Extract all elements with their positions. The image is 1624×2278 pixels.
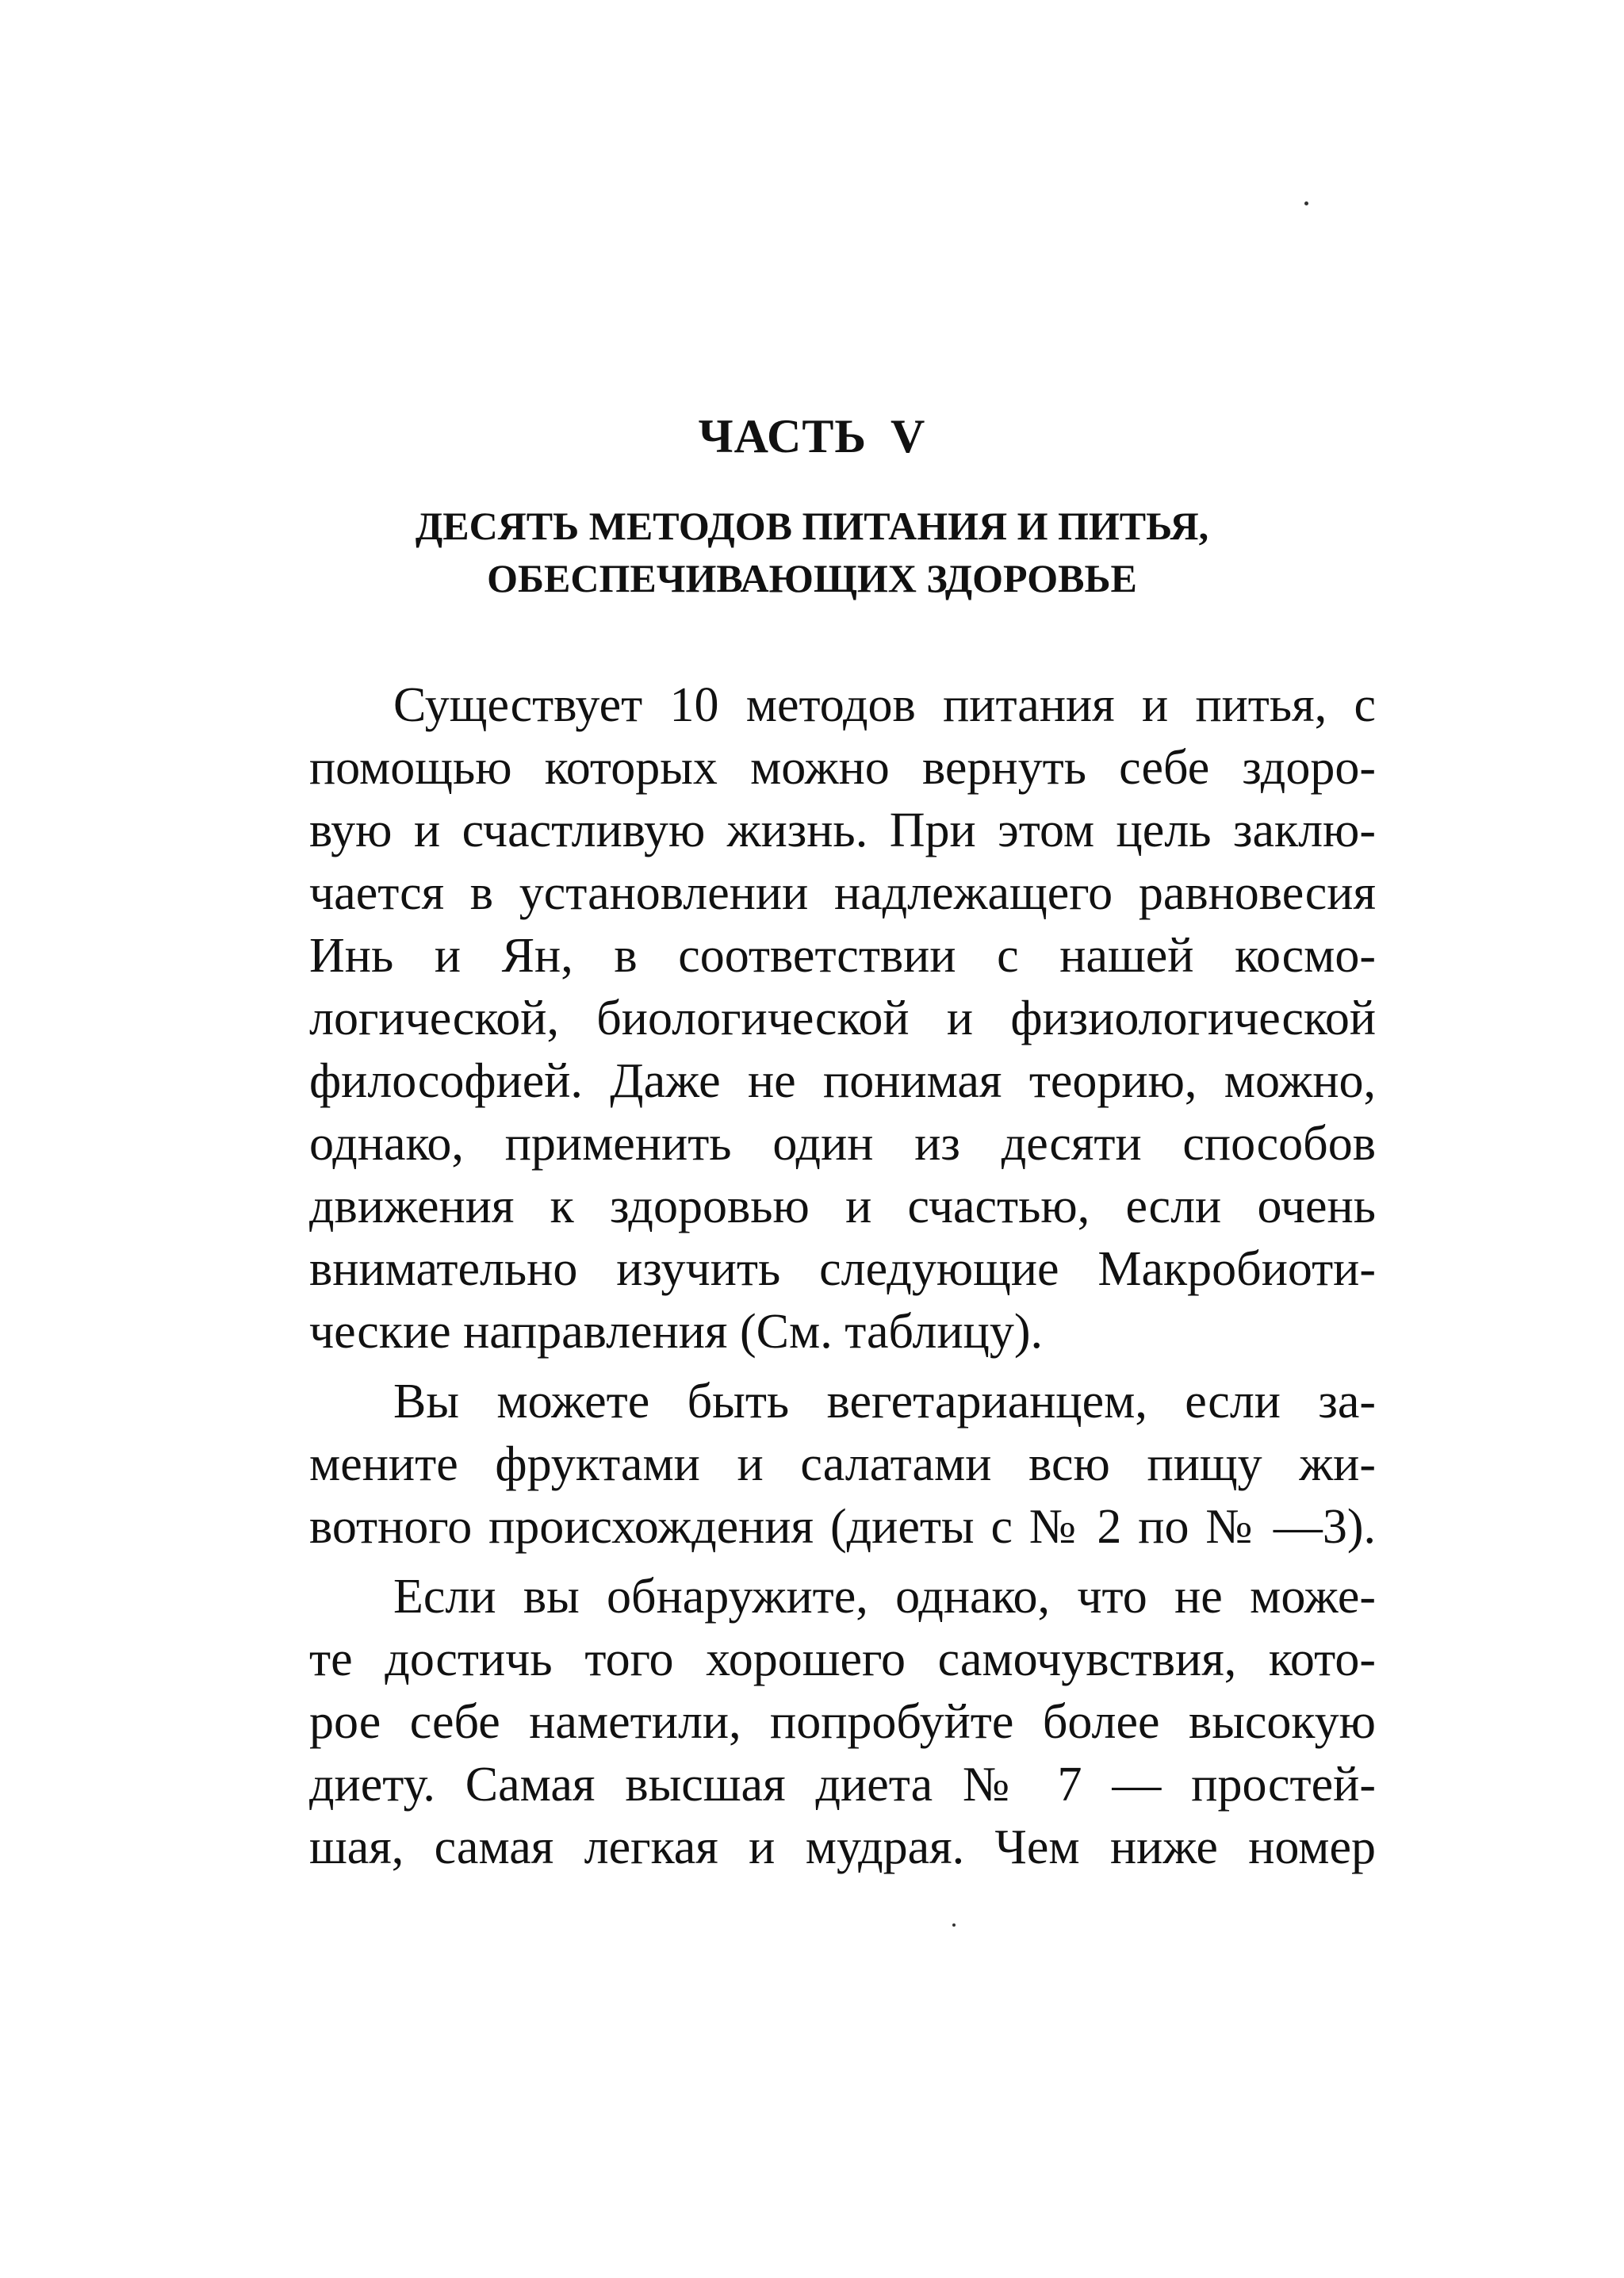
text-line: Существует 10 методов питания и питья, с: [393, 678, 1376, 732]
text-line: чается в установлении надлежащего равновесия: [309, 866, 1376, 920]
chapter-title: [0, 500, 1624, 604]
text-line: движения к здоровью и счастью, если очень: [309, 1179, 1376, 1233]
text-line: однако, применить один из десяти способов: [309, 1117, 1376, 1171]
text-line: Инь и Ян, в соответствии с нашей космо-: [309, 929, 1376, 983]
text-line: помощью которых можно вернуть себе здоро-: [309, 741, 1376, 795]
print-speck: [1304, 201, 1308, 205]
paragraph: [309, 674, 1376, 1363]
paragraph-gap: [309, 1363, 1376, 1371]
chapter-title-line: ДЕСЯТЬ МЕТОДОВ ПИТАНИЯ И ПИТЬЯ,: [415, 504, 1209, 548]
text-line: философией. Даже не понимая теорию, можно,: [309, 1054, 1376, 1108]
chapter-title-line: ОБЕСПЕЧИВАЮЩИХ ЗДОРОВЬЕ: [487, 556, 1137, 600]
text-line: диету. Самая высшая диета № 7 — простей-: [309, 1758, 1376, 1812]
print-speck: [952, 1923, 956, 1927]
text-line: вую и счастливую жизнь. При этом цель заклю-: [309, 803, 1376, 857]
text-line: рое себе наметили, попробуйте более высокую: [309, 1695, 1376, 1749]
text-line: логической, биологической и физиологической: [309, 991, 1376, 1045]
text-line: Если вы обнаружите, однако, что не може-: [393, 1570, 1376, 1624]
text-line: вотного происхождения (диеты с № 2 по № —3).: [309, 1500, 1376, 1554]
text-line: мените фруктами и салатами всю пищу жи-: [309, 1437, 1376, 1491]
text-line: те достичь того хорошего самочувствия, кото-: [309, 1632, 1376, 1686]
paragraph-gap: [309, 1559, 1376, 1566]
body-text: [309, 674, 1376, 1879]
text-line: внимательно изучить следующие Макробиоти-: [309, 1242, 1376, 1296]
paragraph: [309, 1371, 1376, 1559]
text-line: Вы можете быть вегетарианцем, если за-: [393, 1375, 1376, 1429]
part-heading: ЧАСТЬ V: [698, 410, 926, 462]
paragraph: [309, 1566, 1376, 1879]
text-line: шая, самая легкая и мудрая. Чем ниже номер: [309, 1820, 1376, 1874]
text-line: ческие направления (См. таблицу).: [309, 1305, 1044, 1359]
